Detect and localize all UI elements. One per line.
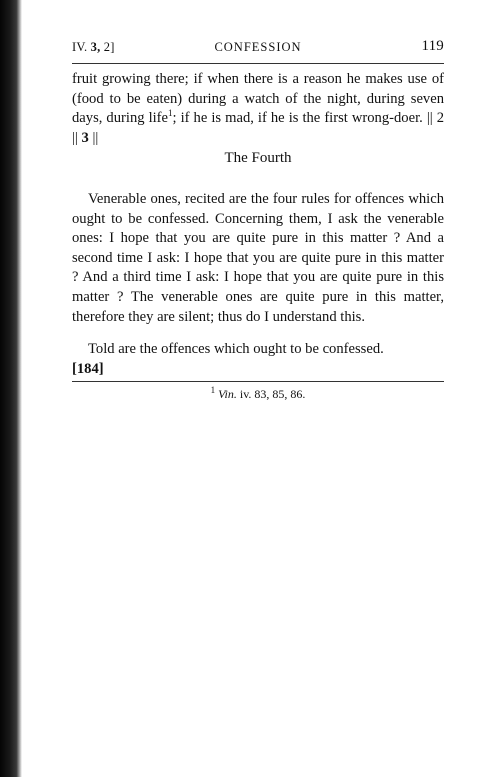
footnote-reference: iv. 83, 85, 86. <box>236 387 306 401</box>
para3-text: Told are the offences which ought to be confessed. <box>88 341 384 357</box>
footnote-source: Vin. <box>218 387 237 401</box>
running-head <box>72 40 444 58</box>
footnote <box>72 387 444 402</box>
section-heading: The Fourth <box>224 150 292 166</box>
para1-bold-number: 3 <box>81 129 89 146</box>
section-number: 3, <box>90 40 101 54</box>
paragraph-closing <box>72 340 444 379</box>
running-head-title: CONFESSION <box>214 40 302 54</box>
section-prefix: IV. <box>72 40 88 54</box>
paragraph-continuation <box>72 70 444 148</box>
para1-text3: || <box>88 129 99 146</box>
section-suffix: 2] <box>103 40 115 54</box>
para1-text2: ; if he is mad, if he is the first wrong-doer. || 2 || <box>72 110 444 146</box>
footnote-rule <box>72 381 444 382</box>
footnote-marker: 1 <box>210 385 216 395</box>
para2-text: Venerable ones, recited are the four rules for offences which ought to be confessed. Concerning them, I ask the venerable ones: I hope that you are quite pure in this matter ? And a second time I ask: I hope that you are quite pure in this matter ? And a third time I ask: I hope that you are quite pure in this matter ? The venerable ones are quite pure in this matter, therefore they are silent; thus do I understand this. <box>72 191 444 325</box>
footnote-ref: 1 <box>168 108 173 119</box>
header-rule <box>72 63 444 64</box>
paragraph-main <box>72 190 444 327</box>
para1-text: fruit growing there; if when there is a reason he makes use of (food to be eaten) during a watch of the night, during seven days, during life <box>72 71 444 127</box>
page-number: 119 <box>421 38 444 54</box>
page-ref: [184] <box>72 360 104 377</box>
book-binding-edge <box>0 0 22 777</box>
